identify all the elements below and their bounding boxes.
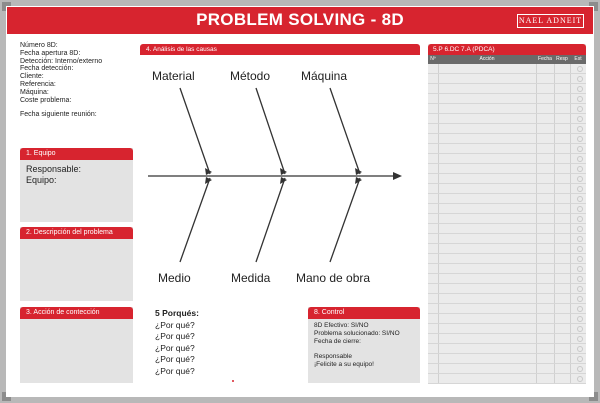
- pdca-row: [428, 134, 586, 144]
- causas-title: 4. Análisis de las causas: [140, 44, 420, 55]
- status-circle-icon: [577, 96, 583, 102]
- status-circle-icon: [577, 186, 583, 192]
- pdca-row: [428, 224, 586, 234]
- pdca-row: [428, 174, 586, 184]
- pdca-row: [428, 344, 586, 354]
- brand-logo: NAEL ADNEIT: [517, 14, 584, 28]
- pdca-row: [428, 374, 586, 384]
- field-numero: Número 8D:: [20, 42, 58, 49]
- pdca-row: [428, 64, 586, 74]
- status-circle-icon: [577, 276, 583, 282]
- status-circle-icon: [577, 156, 583, 162]
- field-fecha-deteccion: Fecha detección:: [20, 65, 74, 73]
- porque-item: ¿Por qué?: [155, 354, 195, 364]
- cause-material: Material: [152, 69, 195, 83]
- status-circle-icon: [577, 216, 583, 222]
- control-line: Fecha de cierre:: [314, 337, 361, 345]
- bone-material: [180, 88, 210, 174]
- status-circle-icon: [577, 106, 583, 112]
- pdca-row: [428, 274, 586, 284]
- status-circle-icon: [577, 196, 583, 202]
- status-circle-icon: [577, 136, 583, 142]
- pdca-row: [428, 144, 586, 154]
- status-circle-icon: [577, 366, 583, 372]
- pdca-title: 5.P 6.DC 7.A (PDCA): [428, 44, 586, 55]
- col-est: Est: [574, 56, 582, 62]
- status-circle-icon: [577, 316, 583, 322]
- control-line: 8D Efectivo: SI/NO: [314, 322, 369, 329]
- red-dot: [232, 380, 234, 382]
- status-circle-icon: [577, 176, 583, 182]
- status-circle-icon: [577, 306, 583, 312]
- porque-item: ¿Por qué?: [155, 365, 195, 376]
- col-fecha: Fecha: [538, 56, 552, 62]
- control-line: Responsable: [314, 353, 352, 361]
- status-circle-icon: [577, 246, 583, 252]
- status-circle-icon: [577, 86, 583, 92]
- status-circle-icon: [577, 146, 583, 152]
- status-circle-icon: [577, 126, 583, 132]
- field-fecha-reunion: Fecha siguiente reunión:: [20, 111, 97, 119]
- field-coste: Coste problema:: [20, 96, 72, 104]
- bone-medio: [180, 178, 210, 262]
- pdca-row: [428, 84, 586, 94]
- pdca-row: [428, 204, 586, 214]
- cause-medida: Medida: [231, 271, 271, 285]
- status-circle-icon: [577, 336, 583, 342]
- pdca-table: [428, 44, 586, 384]
- bone-medida: [256, 178, 285, 262]
- pdca-row: [428, 354, 586, 364]
- page-title: PROBLEM SOLVING - 8D: [196, 10, 404, 29]
- status-circle-icon: [577, 116, 583, 122]
- cause-mano-de-obra: Mano de obra: [296, 271, 371, 285]
- col-accion: Acción: [479, 56, 495, 62]
- pdca-row: [428, 254, 586, 264]
- pdca-row: [428, 164, 586, 174]
- status-circle-icon: [577, 206, 583, 212]
- pdca-row: [428, 184, 586, 194]
- bone-mano-de-obra: [330, 178, 360, 262]
- porques-section: [155, 308, 199, 377]
- field-referencia: Referencia:: [20, 80, 56, 88]
- col-resp: Resp: [556, 56, 568, 62]
- cause-medio: Medio: [158, 271, 191, 285]
- fishbone-arrowhead: [393, 172, 402, 180]
- field-deteccion: Detección: Interno/externo: [20, 57, 103, 65]
- control-title: 8. Control: [308, 307, 420, 319]
- pdca-row: [428, 104, 586, 114]
- pdca-row: [428, 284, 586, 294]
- status-circle-icon: [577, 236, 583, 242]
- equipo-title: 1. Equipo: [20, 148, 133, 160]
- field-fecha-apertura: Fecha apertura 8D:: [20, 49, 81, 57]
- bone-metodo: [256, 88, 285, 174]
- control-line: ¡Felicite a su equipo!: [314, 360, 374, 368]
- pdca-row: [428, 194, 586, 204]
- pdca-row: [428, 294, 586, 304]
- pdca-row: [428, 244, 586, 254]
- status-circle-icon: [577, 226, 583, 232]
- pdca-row: [428, 94, 586, 104]
- col-num: Nº: [430, 56, 436, 62]
- status-circle-icon: [577, 346, 583, 352]
- control-panel: [308, 307, 420, 383]
- equipo-equipo: Equipo:: [26, 175, 57, 185]
- status-circle-icon: [577, 326, 583, 332]
- pdca-row: [428, 264, 586, 274]
- status-circle-icon: [577, 356, 583, 362]
- status-circle-icon: [577, 266, 583, 272]
- pdca-row: [428, 364, 586, 374]
- contencion-title: 3. Acción de contección: [20, 307, 133, 319]
- bone-maquina: [330, 88, 360, 174]
- cause-maquina: Máquina: [301, 69, 348, 83]
- pdca-column-headers: [428, 55, 586, 64]
- pdca-row: [428, 324, 586, 334]
- field-cliente: Cliente:: [20, 73, 44, 81]
- pdca-row: [428, 154, 586, 164]
- status-circle-icon: [577, 66, 583, 72]
- equipo-responsable: Responsable:: [26, 164, 82, 174]
- pdca-row: [428, 334, 586, 344]
- cause-metodo: Método: [230, 69, 271, 83]
- pdca-row: [428, 124, 586, 134]
- status-circle-icon: [577, 256, 583, 262]
- pdca-row: [428, 74, 586, 84]
- status-circle-icon: [577, 166, 583, 172]
- status-circle-icon: [577, 296, 583, 302]
- status-circle-icon: [577, 286, 583, 292]
- pdca-row: [428, 304, 586, 314]
- field-maquina: Máquina:: [20, 88, 49, 96]
- status-circle-icon: [577, 376, 583, 382]
- pdca-row: [428, 314, 586, 324]
- porques-title: 5 Porqués:: [155, 308, 199, 318]
- control-line: Problema solucionado: SI/NO: [314, 329, 400, 337]
- descripcion-title: 2. Descripción del problema: [20, 227, 133, 239]
- status-circle-icon: [577, 76, 583, 82]
- pdca-row: [428, 234, 586, 244]
- pdca-row: [428, 114, 586, 124]
- porque-item: ¿Por qué?: [155, 319, 195, 330]
- porque-item: ¿Por qué?: [155, 342, 195, 353]
- porque-item: ¿Por qué?: [155, 331, 195, 341]
- pdca-row: [428, 214, 586, 224]
